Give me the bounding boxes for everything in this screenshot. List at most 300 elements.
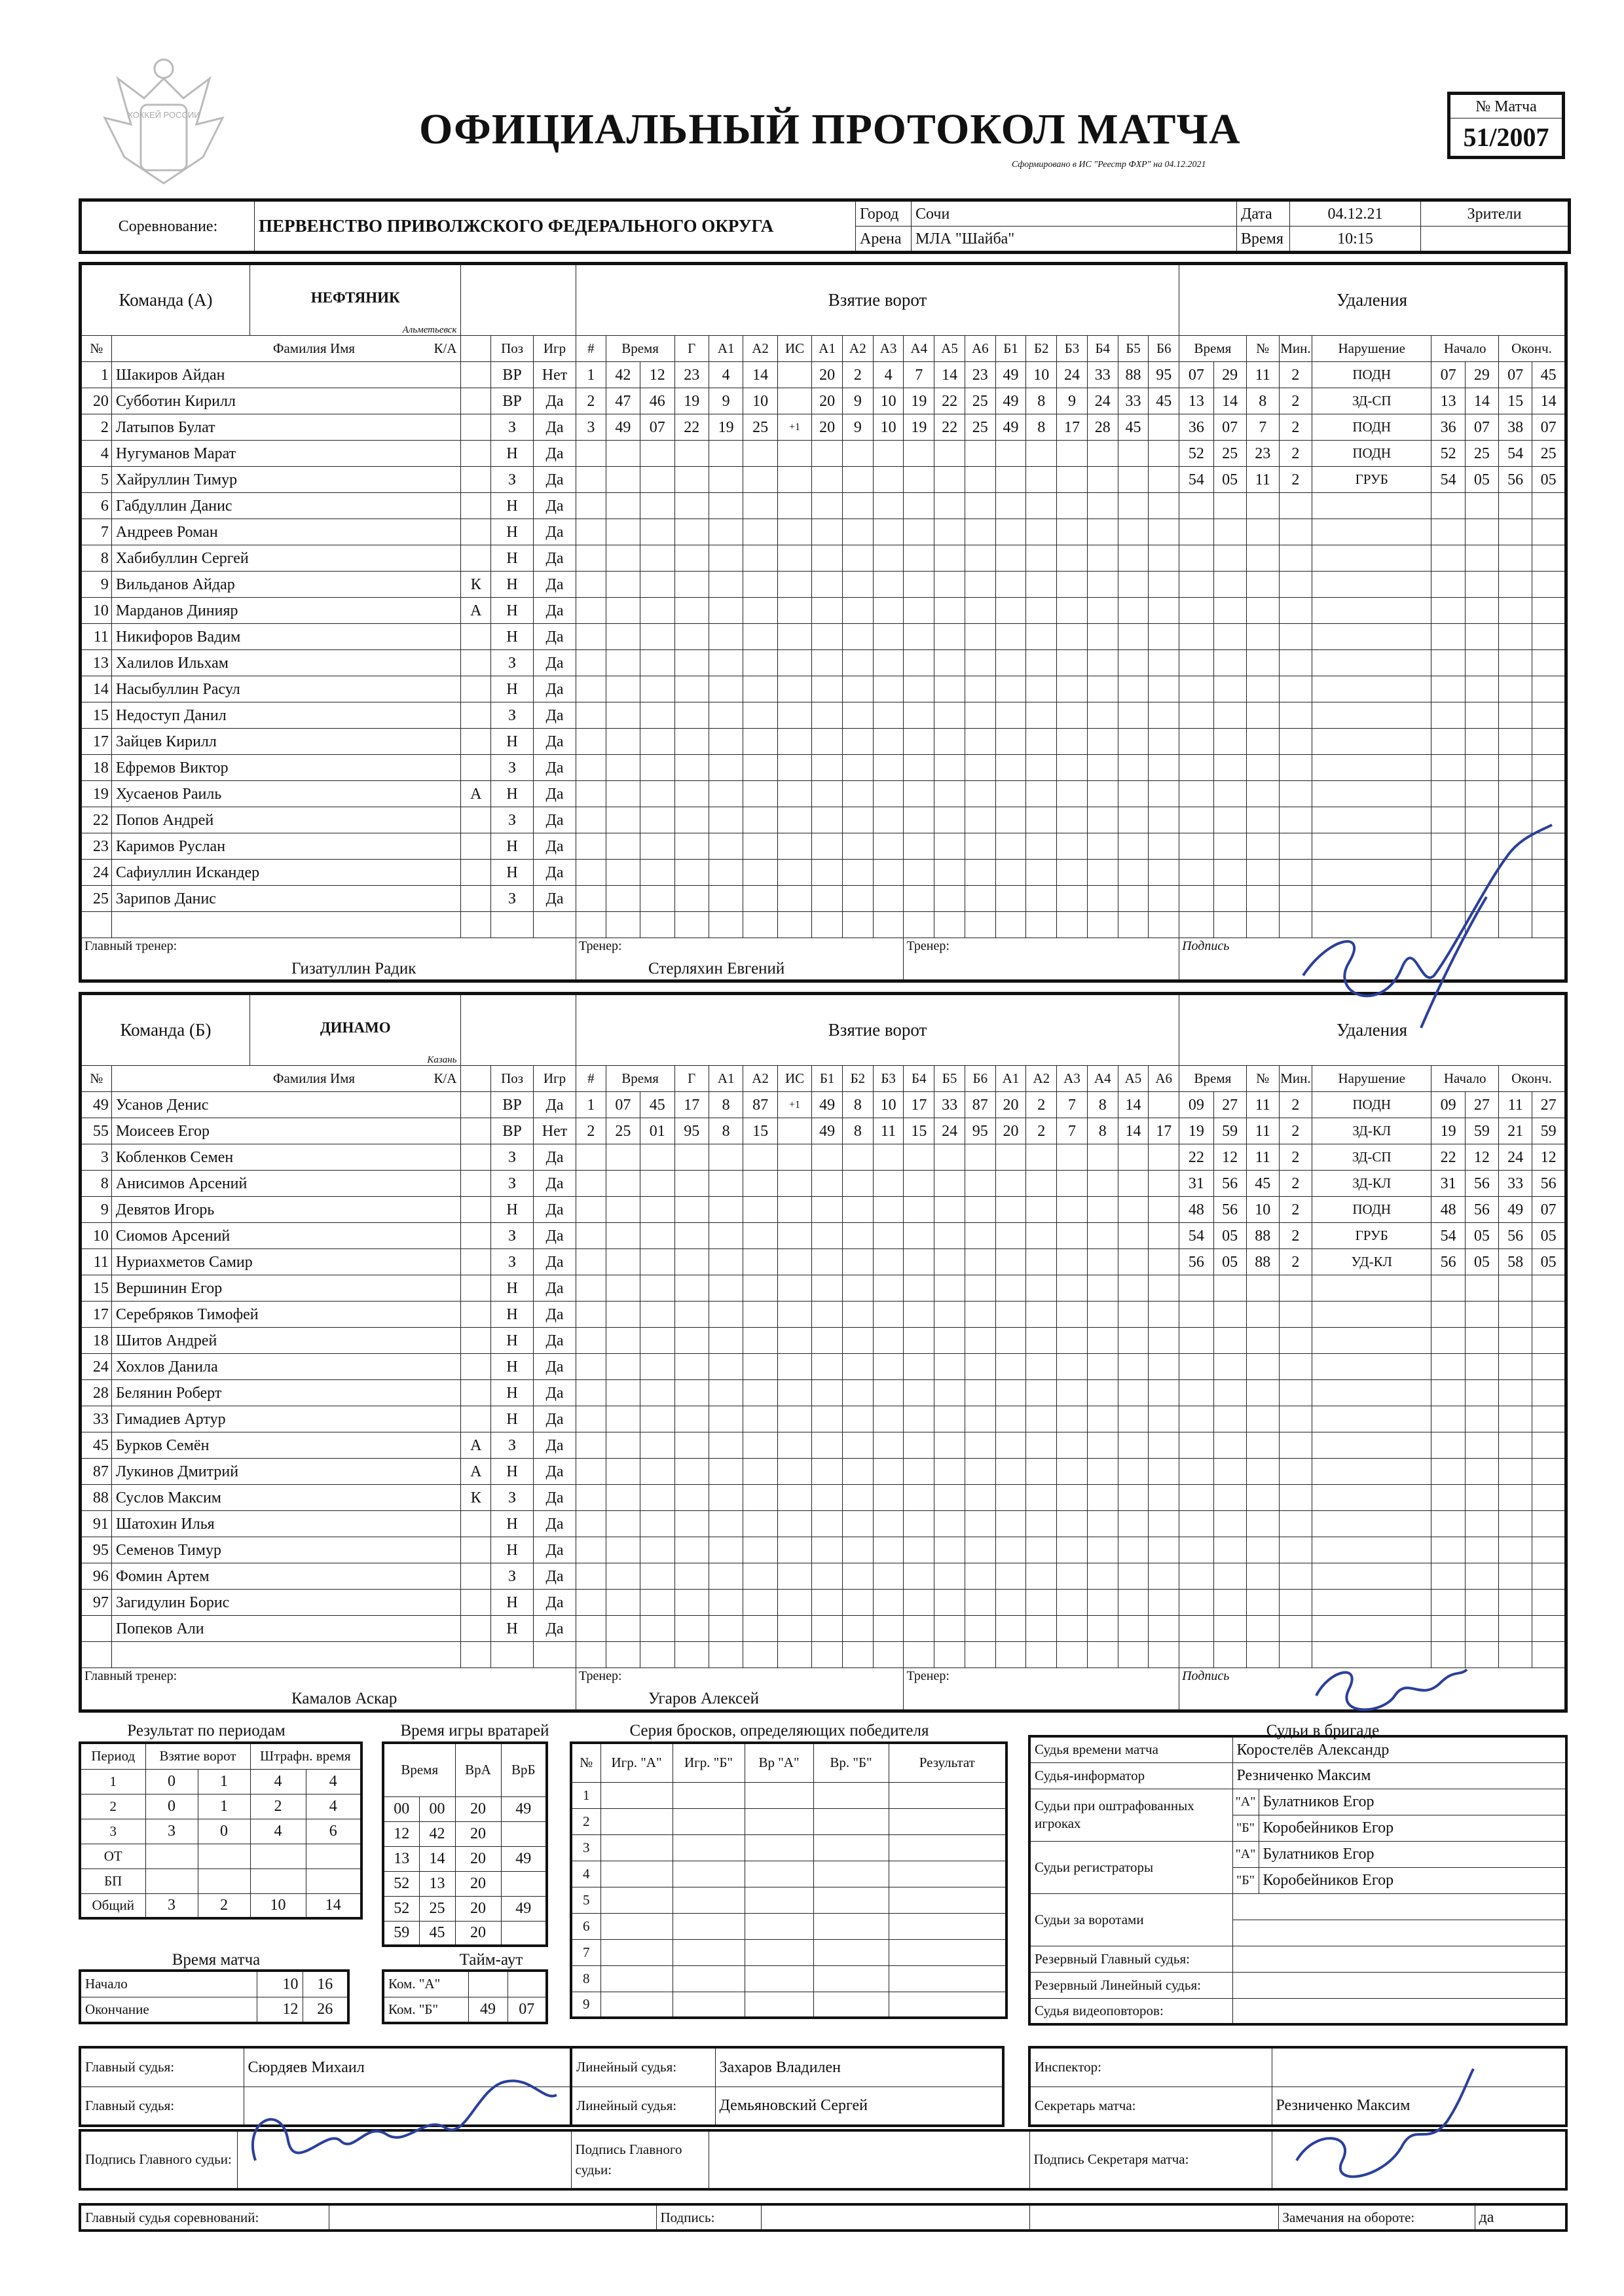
player-name: Ефремов Виктор bbox=[111, 755, 461, 781]
player-row bbox=[81, 1118, 1566, 1144]
goal-cell bbox=[1087, 1563, 1118, 1590]
penalty-cell bbox=[1279, 1563, 1312, 1590]
penalty-cell bbox=[1279, 545, 1312, 572]
goal-cell bbox=[995, 1563, 1026, 1590]
goal-cell bbox=[1087, 467, 1118, 493]
goal-cell bbox=[640, 598, 674, 624]
period-cell bbox=[145, 1868, 198, 1893]
player-row bbox=[81, 598, 1566, 624]
goal-cell bbox=[777, 1197, 811, 1223]
goal-cell bbox=[812, 1144, 843, 1171]
player-row bbox=[81, 467, 1566, 493]
gk-cell: 49 bbox=[501, 1796, 547, 1821]
goal-cell: 7 bbox=[1057, 1092, 1088, 1118]
player-played: Да bbox=[534, 1328, 576, 1354]
goal-cell bbox=[934, 467, 965, 493]
goal-cell bbox=[843, 755, 874, 781]
gk-row bbox=[383, 1821, 547, 1846]
penalty-cell bbox=[1499, 1537, 1532, 1563]
goal-cell bbox=[843, 1485, 874, 1511]
h-name: Фамилия Имя К/А bbox=[111, 1066, 461, 1092]
penalty-cell bbox=[1499, 1275, 1532, 1302]
h-pen-start: Начало bbox=[1431, 336, 1499, 362]
goal-cell bbox=[674, 1223, 709, 1249]
goal-cell bbox=[934, 598, 965, 624]
penalty-cell bbox=[1532, 912, 1566, 938]
goal-cell bbox=[995, 729, 1026, 755]
h-pen-num: № bbox=[1246, 336, 1279, 362]
penalty-cell: ПОДН bbox=[1312, 1092, 1431, 1118]
goal-cell: 14 bbox=[934, 362, 965, 388]
inspector-box bbox=[1028, 2046, 1568, 2127]
goal-cell bbox=[965, 1223, 995, 1249]
goal-cell bbox=[1057, 860, 1088, 886]
goal-cell bbox=[843, 676, 874, 702]
goal-cell bbox=[709, 1537, 743, 1563]
goal-cell bbox=[640, 1328, 674, 1354]
goal-cell bbox=[1057, 1249, 1088, 1275]
sign-secretary-label: Подпись Секретаря матча: bbox=[1029, 2130, 1272, 2189]
gk-cell bbox=[501, 1871, 547, 1896]
goal-cell bbox=[965, 598, 995, 624]
penalty-cell bbox=[1465, 1485, 1498, 1511]
penalty-cell bbox=[1499, 1302, 1532, 1328]
penalty-cell bbox=[1431, 1642, 1465, 1668]
goal-cell bbox=[606, 1249, 640, 1275]
player-number: 91 bbox=[81, 1511, 112, 1537]
penalty-cell bbox=[1499, 650, 1532, 676]
h-on-ice: Б1 bbox=[995, 336, 1026, 362]
goal-cell bbox=[965, 1328, 995, 1354]
goal-cell bbox=[934, 624, 965, 650]
goal-cell bbox=[1149, 1406, 1179, 1432]
goal-cell bbox=[640, 833, 674, 860]
goal-cell: 8 bbox=[1087, 1092, 1118, 1118]
h-ka-spacer bbox=[461, 336, 491, 362]
player-captain bbox=[461, 493, 491, 519]
goal-cell: 9 bbox=[1057, 388, 1088, 414]
goal-cell bbox=[576, 1406, 606, 1432]
line-referees-box bbox=[570, 2046, 1005, 2127]
player-row bbox=[81, 1302, 1566, 1328]
goal-cell bbox=[1057, 1432, 1088, 1459]
goal-cell bbox=[812, 1223, 843, 1249]
h-on-ice: Б6 bbox=[1149, 336, 1179, 362]
goal-cell bbox=[1118, 545, 1149, 572]
h-pen-time: Время bbox=[1179, 1066, 1247, 1092]
penalty-cell bbox=[1532, 519, 1566, 545]
goal-cell bbox=[843, 1406, 874, 1432]
spacer bbox=[1029, 2204, 1278, 2231]
player-captain bbox=[461, 441, 491, 467]
match-number: 51/2007 bbox=[1449, 118, 1564, 158]
period-cell: 2 bbox=[80, 1794, 145, 1819]
goal-cell bbox=[995, 598, 1026, 624]
penalty-cell bbox=[1179, 860, 1213, 886]
goal-cell bbox=[606, 1459, 640, 1485]
periods-title: Результат по периодам bbox=[127, 1722, 286, 1740]
penalty-cell bbox=[1312, 807, 1431, 833]
penalty-cell bbox=[1179, 702, 1213, 729]
goal-cell bbox=[934, 729, 965, 755]
goal-cell bbox=[1026, 781, 1057, 807]
goal-cell bbox=[965, 1144, 995, 1171]
goal-cell bbox=[812, 519, 843, 545]
goal-cell bbox=[743, 650, 777, 676]
goal-cell bbox=[812, 1642, 843, 1668]
player-number: 11 bbox=[81, 1249, 112, 1275]
penalty-cell bbox=[1179, 729, 1213, 755]
player-row bbox=[81, 729, 1566, 755]
goal-cell bbox=[674, 493, 709, 519]
goal-cell bbox=[777, 833, 811, 860]
goal-cell: 15 bbox=[743, 1118, 777, 1144]
penalty-cell bbox=[1279, 1590, 1312, 1616]
goal-cell bbox=[576, 467, 606, 493]
penalty-cell bbox=[1431, 1354, 1465, 1380]
goal-cell bbox=[777, 1223, 811, 1249]
shootout-row bbox=[571, 1965, 1006, 1992]
player-captain bbox=[461, 1197, 491, 1223]
goal-cell bbox=[777, 1537, 811, 1563]
goal-cell bbox=[709, 572, 743, 598]
goal-cell: 07 bbox=[606, 1092, 640, 1118]
penalty-cell: 56 bbox=[1465, 1197, 1498, 1223]
goal-cell bbox=[777, 1380, 811, 1406]
goal-cell bbox=[743, 1616, 777, 1642]
penalty-cell bbox=[1465, 860, 1498, 886]
penalty-cell bbox=[1499, 1616, 1532, 1642]
player-name: Насыбуллин Расул bbox=[111, 676, 461, 702]
penalty-cell bbox=[1279, 598, 1312, 624]
goal-cell bbox=[1026, 1197, 1057, 1223]
goal-cell bbox=[934, 441, 965, 467]
goal-cell bbox=[812, 781, 843, 807]
goal-cell bbox=[640, 781, 674, 807]
goal-cell bbox=[873, 1302, 904, 1328]
goal-cell bbox=[606, 1197, 640, 1223]
player-name: Хохлов Данила bbox=[111, 1354, 461, 1380]
goal-cell bbox=[1057, 1380, 1088, 1406]
goal-cell bbox=[1087, 441, 1118, 467]
penalty-cell bbox=[1431, 676, 1465, 702]
penalty-cell bbox=[1499, 1511, 1532, 1537]
player-row bbox=[81, 1485, 1566, 1511]
h-pen-inf: Нарушение bbox=[1312, 1066, 1431, 1092]
goal-cell bbox=[1118, 1563, 1149, 1590]
player-row bbox=[81, 362, 1566, 388]
penalty-cell bbox=[1246, 1537, 1279, 1563]
shootout-header: Игр. "А" bbox=[600, 1743, 673, 1782]
player-played: Да bbox=[534, 1590, 576, 1616]
penalty-cell bbox=[1532, 1380, 1566, 1406]
goal-cell bbox=[777, 1275, 811, 1302]
player-played: Да bbox=[534, 1537, 576, 1563]
player-name: Загидулин Борис bbox=[111, 1590, 461, 1616]
goal-cell bbox=[904, 467, 934, 493]
goal-cell bbox=[1026, 624, 1057, 650]
player-number: 5 bbox=[81, 467, 112, 493]
penalty-cell: 14 bbox=[1532, 388, 1566, 414]
goal-cell bbox=[674, 1354, 709, 1380]
player-number: 55 bbox=[81, 1118, 112, 1144]
goal-cell bbox=[904, 1144, 934, 1171]
goal-cell bbox=[812, 1406, 843, 1432]
penalty-cell: 48 bbox=[1179, 1197, 1213, 1223]
h-g: Г bbox=[674, 1066, 709, 1092]
player-played: Да bbox=[534, 807, 576, 833]
goal-cell bbox=[777, 1590, 811, 1616]
shootout-num: 1 bbox=[571, 1782, 600, 1808]
teamA-label: Команда (А) bbox=[82, 265, 250, 335]
penalty-cell bbox=[1431, 755, 1465, 781]
penalty-cell bbox=[1465, 1432, 1498, 1459]
goal-cell bbox=[873, 886, 904, 912]
h-on-ice: Б3 bbox=[873, 1066, 904, 1092]
goal-cell bbox=[995, 545, 1026, 572]
goal-cell bbox=[1149, 1616, 1179, 1642]
goal-cell bbox=[965, 833, 995, 860]
player-position: З bbox=[491, 414, 534, 441]
goal-cell bbox=[965, 1590, 995, 1616]
signature-label: Подпись bbox=[1182, 1669, 1230, 1683]
penalty-cell bbox=[1465, 702, 1498, 729]
goal-cell bbox=[812, 1616, 843, 1642]
goal-cell bbox=[965, 886, 995, 912]
goal-cell bbox=[576, 1459, 606, 1485]
head-ref-2 bbox=[244, 2086, 571, 2126]
penalty-cell: 59 bbox=[1465, 1118, 1498, 1144]
goalkeeper-table bbox=[382, 1741, 548, 1947]
goal-cell bbox=[934, 860, 965, 886]
gk-cell: 00 bbox=[419, 1796, 455, 1821]
goal-cell: 24 bbox=[934, 1118, 965, 1144]
player-number: 49 bbox=[81, 1092, 112, 1118]
goal-cell bbox=[843, 1328, 874, 1354]
signature-label: Подпись bbox=[1182, 939, 1230, 953]
penalty-cell: 27 bbox=[1532, 1092, 1566, 1118]
goal-cell bbox=[606, 441, 640, 467]
player-position: ВР bbox=[491, 1092, 534, 1118]
player-position: З bbox=[491, 1432, 534, 1459]
goal-cell bbox=[843, 650, 874, 676]
goal-cell bbox=[965, 572, 995, 598]
goal-cell: 19 bbox=[709, 414, 743, 441]
goal-cell bbox=[1087, 702, 1118, 729]
penalty-cell bbox=[1431, 781, 1465, 807]
period-cell: 0 bbox=[145, 1769, 198, 1794]
player-number: 13 bbox=[81, 650, 112, 676]
goal-cell bbox=[1057, 1302, 1088, 1328]
goal-cell bbox=[606, 1223, 640, 1249]
goal-cell bbox=[1118, 598, 1149, 624]
penalty-cell bbox=[1499, 572, 1532, 598]
penalty-cell bbox=[1246, 833, 1279, 860]
goal-cell bbox=[743, 1642, 777, 1668]
player-captain bbox=[461, 1406, 491, 1432]
gk-h-a: ВрА bbox=[455, 1743, 501, 1796]
goal-cell bbox=[674, 598, 709, 624]
penalty-cell bbox=[1246, 912, 1279, 938]
goal-cell bbox=[777, 781, 811, 807]
h-pen-time: Время bbox=[1179, 336, 1247, 362]
goal-cell bbox=[904, 1485, 934, 1511]
penalty-cell bbox=[1431, 1406, 1465, 1432]
h-name: Фамилия Имя К/А bbox=[111, 336, 461, 362]
penalty-cell: 10 bbox=[1246, 1197, 1279, 1223]
timeout-a-sec bbox=[507, 1971, 547, 1997]
goal-cell bbox=[873, 598, 904, 624]
penalty-cell: 22 bbox=[1431, 1144, 1465, 1171]
player-name: Андреев Роман bbox=[111, 519, 461, 545]
goal-cell bbox=[995, 1642, 1026, 1668]
player-row bbox=[81, 1354, 1566, 1380]
teamA-city: Альметьевск bbox=[402, 325, 457, 335]
player-number: 25 bbox=[81, 886, 112, 912]
penalty-cell: 56 bbox=[1431, 1249, 1465, 1275]
penalty-judge-b: Коробейников Егор bbox=[1259, 1815, 1566, 1841]
h-pen-num: № bbox=[1246, 1066, 1279, 1092]
goal-cell bbox=[1026, 1511, 1057, 1537]
h-a1: А1 bbox=[709, 336, 743, 362]
shootout-header: Вр. "Б" bbox=[813, 1743, 889, 1782]
penalty-cell bbox=[1431, 702, 1465, 729]
penalty-cell bbox=[1499, 1406, 1532, 1432]
goal-cell bbox=[1026, 833, 1057, 860]
goal-cell bbox=[1057, 807, 1088, 833]
player-captain bbox=[461, 519, 491, 545]
goal-cell bbox=[934, 1275, 965, 1302]
player-name: Шакиров Айдан bbox=[111, 362, 461, 388]
penalty-cell bbox=[1532, 702, 1566, 729]
goal-cell bbox=[934, 1459, 965, 1485]
goal-cell bbox=[1026, 572, 1057, 598]
goal-cell bbox=[1057, 1459, 1088, 1485]
goal-cell bbox=[709, 781, 743, 807]
penalty-cell: 05 bbox=[1465, 1223, 1498, 1249]
goal-cell bbox=[904, 1590, 934, 1616]
goal-cell bbox=[640, 676, 674, 702]
goal-cell bbox=[873, 755, 904, 781]
goal-cell bbox=[1057, 886, 1088, 912]
player-number: 17 bbox=[81, 729, 112, 755]
goal-cell bbox=[1087, 1354, 1118, 1380]
goal-cell bbox=[965, 1537, 995, 1563]
player-played: Да bbox=[534, 1354, 576, 1380]
penalty-cell: 2 bbox=[1279, 1092, 1312, 1118]
goal-cell: 45 bbox=[640, 1092, 674, 1118]
goal-cell bbox=[709, 1432, 743, 1459]
goal-cell bbox=[904, 1249, 934, 1275]
penalty-cell: 05 bbox=[1532, 467, 1566, 493]
goal-cell bbox=[606, 1328, 640, 1354]
player-captain bbox=[461, 624, 491, 650]
penalty-cell bbox=[1312, 1302, 1431, 1328]
goal-cell bbox=[995, 833, 1026, 860]
goal-cell bbox=[995, 1485, 1026, 1511]
goal-cell: 01 bbox=[640, 1118, 674, 1144]
h-is: ИС bbox=[777, 1066, 811, 1092]
h-g: Г bbox=[674, 336, 709, 362]
goal-cell bbox=[709, 1563, 743, 1590]
goal-cell bbox=[1149, 1511, 1179, 1537]
goal-cell bbox=[873, 912, 904, 938]
goal-cell bbox=[1118, 702, 1149, 729]
goal-cell bbox=[1057, 572, 1088, 598]
goal-cell bbox=[812, 1328, 843, 1354]
goal-cell bbox=[1087, 729, 1118, 755]
penalty-cell bbox=[1431, 598, 1465, 624]
goal-cell bbox=[674, 1249, 709, 1275]
penalty-cell bbox=[1312, 702, 1431, 729]
goal-cell bbox=[1118, 807, 1149, 833]
penalty-cell bbox=[1213, 598, 1246, 624]
goal-cell bbox=[1026, 1432, 1057, 1459]
penalty-cell bbox=[1499, 781, 1532, 807]
goal-cell bbox=[1057, 1590, 1088, 1616]
penalty-cell bbox=[1465, 1563, 1498, 1590]
penalty-cell: 22 bbox=[1179, 1144, 1213, 1171]
goal-cell bbox=[709, 1197, 743, 1223]
h-on-ice: А3 bbox=[1057, 1066, 1088, 1092]
goal-cell bbox=[709, 519, 743, 545]
goal-cell bbox=[995, 1459, 1026, 1485]
period-cell: 1 bbox=[80, 1769, 145, 1794]
goal-cell: 10 bbox=[1026, 362, 1057, 388]
time-label: Время bbox=[1237, 227, 1290, 253]
goal-cell bbox=[843, 1563, 874, 1590]
goal-cell bbox=[995, 860, 1026, 886]
penalty-cell: 12 bbox=[1465, 1144, 1498, 1171]
penalty-cell: 11 bbox=[1246, 362, 1279, 388]
goal-cell bbox=[843, 493, 874, 519]
player-captain bbox=[461, 467, 491, 493]
goal-cell bbox=[995, 650, 1026, 676]
goal-cell: 24 bbox=[1087, 388, 1118, 414]
goal-cell: 2 bbox=[1026, 1118, 1057, 1144]
goal-cell bbox=[934, 1642, 965, 1668]
goal-cell bbox=[904, 1642, 934, 1668]
penalty-cell bbox=[1532, 1511, 1566, 1537]
goal-cell bbox=[576, 781, 606, 807]
penalty-cell bbox=[1499, 1354, 1532, 1380]
penalty-cell bbox=[1213, 1406, 1246, 1432]
penalty-cell bbox=[1179, 624, 1213, 650]
goal-cell bbox=[1026, 1380, 1057, 1406]
head-ref-label-2: Главный судья: bbox=[80, 2086, 244, 2126]
player-row bbox=[81, 676, 1566, 702]
goal-cell bbox=[1149, 624, 1179, 650]
goal-cell: 49 bbox=[995, 362, 1026, 388]
goal-cell bbox=[777, 572, 811, 598]
goal-cell bbox=[904, 441, 934, 467]
period-row bbox=[80, 1844, 361, 1868]
goal-cell bbox=[576, 1380, 606, 1406]
goal-cell bbox=[1026, 519, 1057, 545]
teamB-pen-title: Удаления bbox=[1179, 994, 1566, 1066]
goal-cell bbox=[709, 833, 743, 860]
player-position: З bbox=[491, 1563, 534, 1590]
goal-cell bbox=[1149, 493, 1179, 519]
player-row bbox=[81, 441, 1566, 467]
goal-cell bbox=[995, 1328, 1026, 1354]
shootout-num: 7 bbox=[571, 1939, 600, 1965]
goal-cell bbox=[743, 519, 777, 545]
goal-cell bbox=[843, 1380, 874, 1406]
penalty-cell bbox=[1312, 860, 1431, 886]
penalty-cell: 2 bbox=[1279, 362, 1312, 388]
goal-cell bbox=[1118, 676, 1149, 702]
